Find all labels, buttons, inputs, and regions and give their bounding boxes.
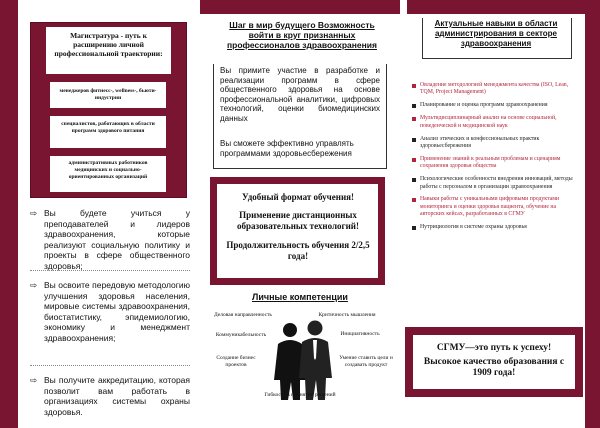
right-edge-strip xyxy=(585,0,600,428)
competence-label: Коммуникабельность xyxy=(215,332,267,338)
skill-item: Анализ этических и конфессиональных практик здоровьесбережения xyxy=(412,136,580,151)
square-bullet-icon xyxy=(412,158,416,162)
success-box xyxy=(405,327,583,397)
skills-list xyxy=(412,82,580,237)
competence-label: Гибкость в принятии решений xyxy=(264,392,336,398)
right-header: Актуальные навыки в области администрирования в секторе здравоохранения xyxy=(434,19,558,48)
competence-label: Деловая направленность xyxy=(214,312,272,318)
square-bullet-icon xyxy=(412,226,416,230)
middle-header: Шаг в мир будущего Возможность войти в круг признанных профессионалов здравоохранения xyxy=(227,20,377,50)
success-line: Высокое качество образования с 1909 года! xyxy=(423,357,565,378)
skill-item: Мультидисциплинарный анализ на основе социальной, поведенческой и медицинской наук xyxy=(412,115,580,130)
target-audience-item: менеджеров фитнесс-, wellness-, бьюти-индустрии xyxy=(49,81,167,109)
intro-paragraph: Вы примите участие в разработке и реализации программ в сфере общественного здоровья на основе профессиональной аналитики, цифровых технологий, оценки биомедицинских данных xyxy=(220,66,380,123)
competences-title: Личные компетенции xyxy=(252,292,348,302)
target-audience-item: специалистов, работающих в области программ здорового питания xyxy=(49,115,167,149)
skill-item: Планирование и оценка программ здравоохранения xyxy=(412,102,580,109)
format-line: Удобный формат обучения! xyxy=(241,192,354,202)
target-audience-item: административных работников медицинских и социально-ориентированных организаций xyxy=(49,155,167,193)
square-bullet-icon xyxy=(412,104,416,108)
success-line: СГМУ—это путь к успеху! xyxy=(436,343,552,353)
competence-label: Создание бизнес проектов xyxy=(216,355,256,368)
benefit-bullet: ⇨ Вы будете учиться у преподавателей и лидеров здравоохранения, которые реализуют социальную политику и проекты в сфере общественного здоровья; xyxy=(30,208,190,271)
middle-top-strip xyxy=(200,0,400,14)
square-bullet-icon xyxy=(412,178,416,182)
middle-text-frame xyxy=(213,64,387,169)
right-top-strip xyxy=(407,0,585,14)
competence-label: Инициативность xyxy=(340,331,380,337)
skill-item: Применение знаний к реальным проблемам и сценариям сохранения здоровья общества xyxy=(412,156,580,171)
divider xyxy=(30,365,190,366)
square-bullet-icon xyxy=(412,198,416,202)
left-panel-title: Магистратура - путь к расширению личной профессиональной траектории: xyxy=(46,27,171,74)
square-bullet-icon xyxy=(412,84,416,88)
skill-item: Психологические особенности внедрения инноваций, методы работы с персоналом в организации здравоохранения xyxy=(412,176,580,191)
format-line: Продолжительность обучения 2/2,5 года! xyxy=(226,240,370,261)
left-edge-strip xyxy=(0,0,18,428)
competence-label: Критичность мышления xyxy=(318,312,376,318)
management-paragraph: Вы сможете эффективно управлять программами здоровьесбережения xyxy=(220,139,354,158)
arrow-bullet-icon: ⇨ xyxy=(30,375,38,385)
benefit-bullet: ⇨ Вы получите аккредитацию, которая позволит вам работать в организациях системы охраны здоровья. xyxy=(30,375,190,417)
left-panel-frame xyxy=(30,22,187,198)
skill-item: Нутрициология в системе охраны здоровья xyxy=(412,224,580,231)
benefit-bullet: ⇨ Вы освоите передовую методологию улучшения здоровья населения, мировые системы здравоохранения, биостатистику, эпидемиологию, экономику и менеджмент здравоохранения; xyxy=(30,280,190,343)
competence-label: Умение ставить цели и создавать продукт xyxy=(339,355,393,368)
skill-item: Навыки работы с уникальными цифровыми продуктами мониторинга и оценки здоровья пациента, обучение на авторских кейсах, разработанных в СГМУ xyxy=(412,196,580,218)
square-bullet-icon xyxy=(412,117,416,121)
divider xyxy=(30,270,190,271)
arrow-bullet-icon: ⇨ xyxy=(30,280,38,290)
format-line: Применение дистанционных образовательных технологий! xyxy=(237,210,359,231)
arrow-bullet-icon: ⇨ xyxy=(30,208,38,218)
skill-item: Овладение методологией менеджмента качества (ISO, Lean, TQM, Project Management) xyxy=(412,82,580,97)
format-box xyxy=(210,177,385,285)
square-bullet-icon xyxy=(412,138,416,142)
